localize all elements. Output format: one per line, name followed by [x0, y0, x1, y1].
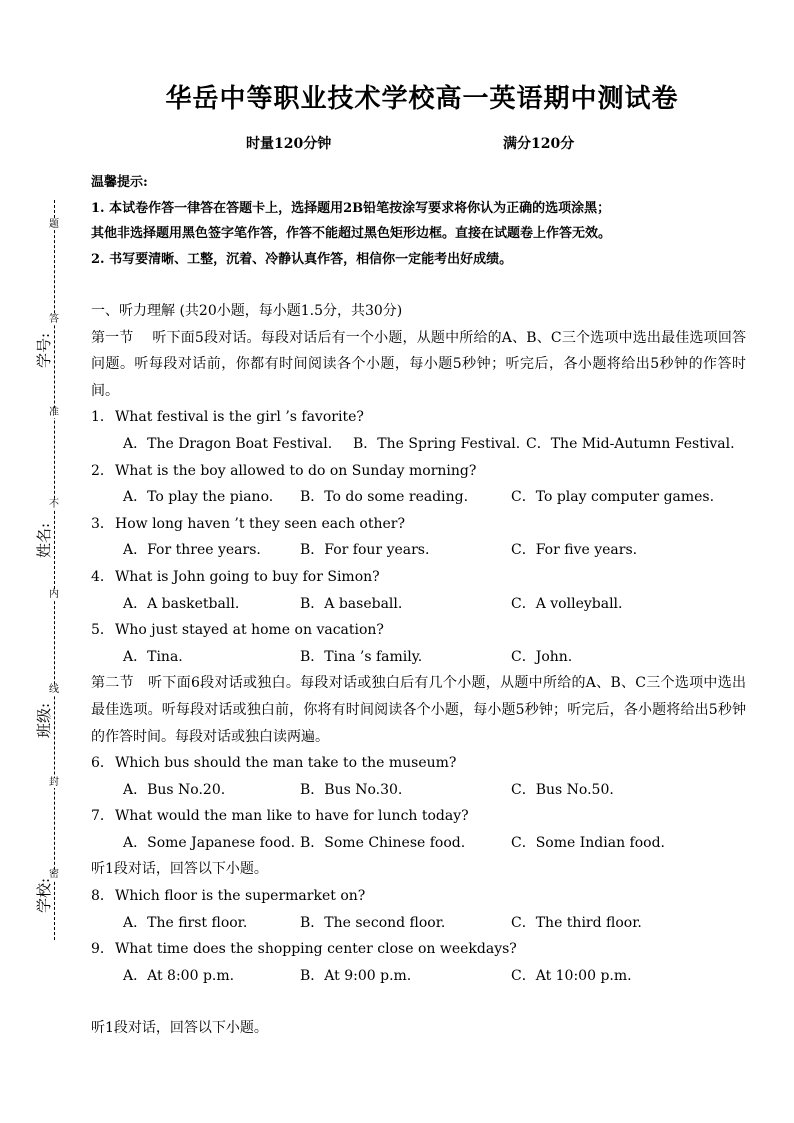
option-c: C．At 10:00 p.m.: [511, 967, 632, 984]
option-b: B．Bus No.30.: [300, 781, 403, 798]
question-number: 6．: [91, 755, 114, 772]
option-b: B．The Spring Festival.: [353, 435, 521, 452]
seal-char: 答: [49, 314, 59, 325]
exam-content: [91, 298, 746, 1042]
option-a: A．The Dragon Boat Festival.: [123, 435, 333, 452]
question-number: 7．: [91, 808, 114, 825]
tips-line: 2. 书写要清晰、工整，沉着、冷静认真作答，相信你一定能考出好成绩。: [91, 251, 513, 267]
seal-char: 封: [49, 777, 59, 788]
option-c: C．The third floor.: [511, 914, 642, 931]
listen-note: 听1段对话，回答以下小题。: [91, 1020, 268, 1037]
seal-line: [54, 200, 55, 940]
options: [91, 431, 746, 458]
options: [91, 484, 746, 511]
options: [91, 591, 746, 618]
option-b: B．The second floor.: [300, 914, 446, 931]
question-text: What is the boy allowed to do on Sunday morning?: [115, 462, 477, 479]
question-number: 4．: [91, 568, 114, 585]
option-a: A．At 8:00 p.m.: [123, 967, 235, 984]
option-a: A．For three years.: [123, 542, 261, 559]
option-b: B．To do some reading.: [300, 489, 469, 506]
question: [91, 803, 746, 830]
binding-margin: [0, 180, 70, 960]
option-c: C．To play computer games.: [511, 489, 715, 506]
question-text: Who just stayed at home on vacation?: [115, 622, 384, 639]
question-text: What would the man like to have for lunch today?: [115, 808, 469, 825]
option-c: C．A volleyball.: [511, 595, 623, 612]
option-b: B．At 9:00 p.m.: [300, 967, 412, 984]
question-number: 5．: [91, 622, 114, 639]
section1-intro: 第一节 听下面5段对话。每段对话后有一个小题，从题中所给的A、B、C三个选项中选出最佳选项回答问题。听每段对话前，你都有时间阅读各个小题，每小题5秒钟；听完后，各小题将给出5秒钟的作答时间。: [91, 329, 746, 399]
page-title: 华岳中等职业技术学校高一英语期中测试卷: [165, 84, 679, 114]
question: [91, 404, 746, 431]
question-text: What time does the shopping center close on weekdays?: [115, 941, 517, 958]
question-text: What festival is the girl ’s favorite?: [115, 409, 364, 426]
option-a: A．To play the piano.: [123, 489, 274, 506]
option-b: B．A baseball.: [300, 595, 403, 612]
seal-char: 准: [49, 407, 59, 418]
option-a: A．A basketball.: [123, 595, 240, 612]
question: [91, 883, 746, 910]
question-number: 9．: [91, 941, 114, 958]
option-a: A．The first floor.: [123, 914, 248, 931]
question-number: 1．: [91, 409, 114, 426]
school-label: 学校:: [35, 877, 54, 914]
option-a: A．Some Japanese food.: [123, 834, 296, 851]
seal-char: 不: [49, 499, 59, 510]
option-b: B．For four years.: [300, 542, 430, 559]
option-c: C．Some Indian food.: [511, 834, 665, 851]
tips-box: [91, 170, 751, 272]
listen-note: 听1段对话，回答以下小题。: [91, 861, 268, 878]
seal-char: 线: [49, 684, 59, 695]
question-text: Which bus should the man take to the museum?: [115, 755, 457, 772]
option-a: A．Bus No.20.: [123, 781, 226, 798]
option-a: A．Tina.: [123, 648, 183, 665]
option-c: C．The Mid-Autumn Festival.: [526, 435, 735, 452]
section2-intro: 第二节 听下面6段对话或独白。每段对话或独白后有几个小题，从题中所给的A、B、C三个选项中选出最佳选项。听每段对话或独白前，你将有时间阅读各个小题，每小题5秒钟；听完后，各小题将给出5秒钟的作答时间。每段对话或独白读两遍。: [91, 675, 746, 745]
option-c: C．John.: [511, 648, 573, 665]
question-text: What is John going to buy for Simon?: [115, 568, 380, 585]
question: [91, 936, 746, 963]
question-text: How long haven ’t they seen each other?: [115, 515, 405, 532]
exam-duration: 时量120分钟: [246, 136, 332, 152]
options: [91, 830, 746, 857]
options: [91, 963, 746, 990]
question-number: 2．: [91, 462, 114, 479]
option-c: C．Bus No.50.: [511, 781, 614, 798]
class-label: 班级:: [35, 702, 54, 739]
name-label: 姓名:: [35, 522, 54, 559]
question-number: 3．: [91, 515, 114, 532]
question: [91, 617, 746, 644]
tips-line: 1. 本试卷作答一律答在答题卡上，选择题用2B铅笔按涂写要求将你认为正确的选项涂黑；: [91, 200, 611, 216]
tips-line: 其他非选择题用黑色签字笔作答，作答不能超过黑色矩形边框。直接在试题卷上作答无效。: [91, 226, 612, 241]
question: [91, 564, 746, 591]
seal-char: 内: [49, 589, 59, 600]
question: [91, 458, 746, 485]
part-heading: 一、听力理解 (共20小题，每小题1.5分，共30分): [91, 303, 403, 319]
question-number: 8．: [91, 888, 114, 905]
question: [91, 750, 746, 777]
options: [91, 644, 746, 671]
option-b: B．Tina ’s family.: [300, 648, 423, 665]
seal-char: 题: [49, 219, 59, 230]
options: [91, 537, 746, 564]
seal-char: 密: [49, 869, 59, 880]
student-id-label: 学号:: [35, 332, 54, 369]
options: [91, 910, 746, 937]
option-b: B．Some Chinese food.: [300, 834, 466, 851]
tips-heading: 温馨提示:: [91, 175, 148, 190]
question-text: Which floor is the supermarket on?: [115, 888, 366, 905]
option-c: C．For five years.: [511, 542, 638, 559]
options: [91, 777, 746, 804]
question: [91, 511, 746, 538]
full-score: 满分120分: [503, 136, 575, 152]
